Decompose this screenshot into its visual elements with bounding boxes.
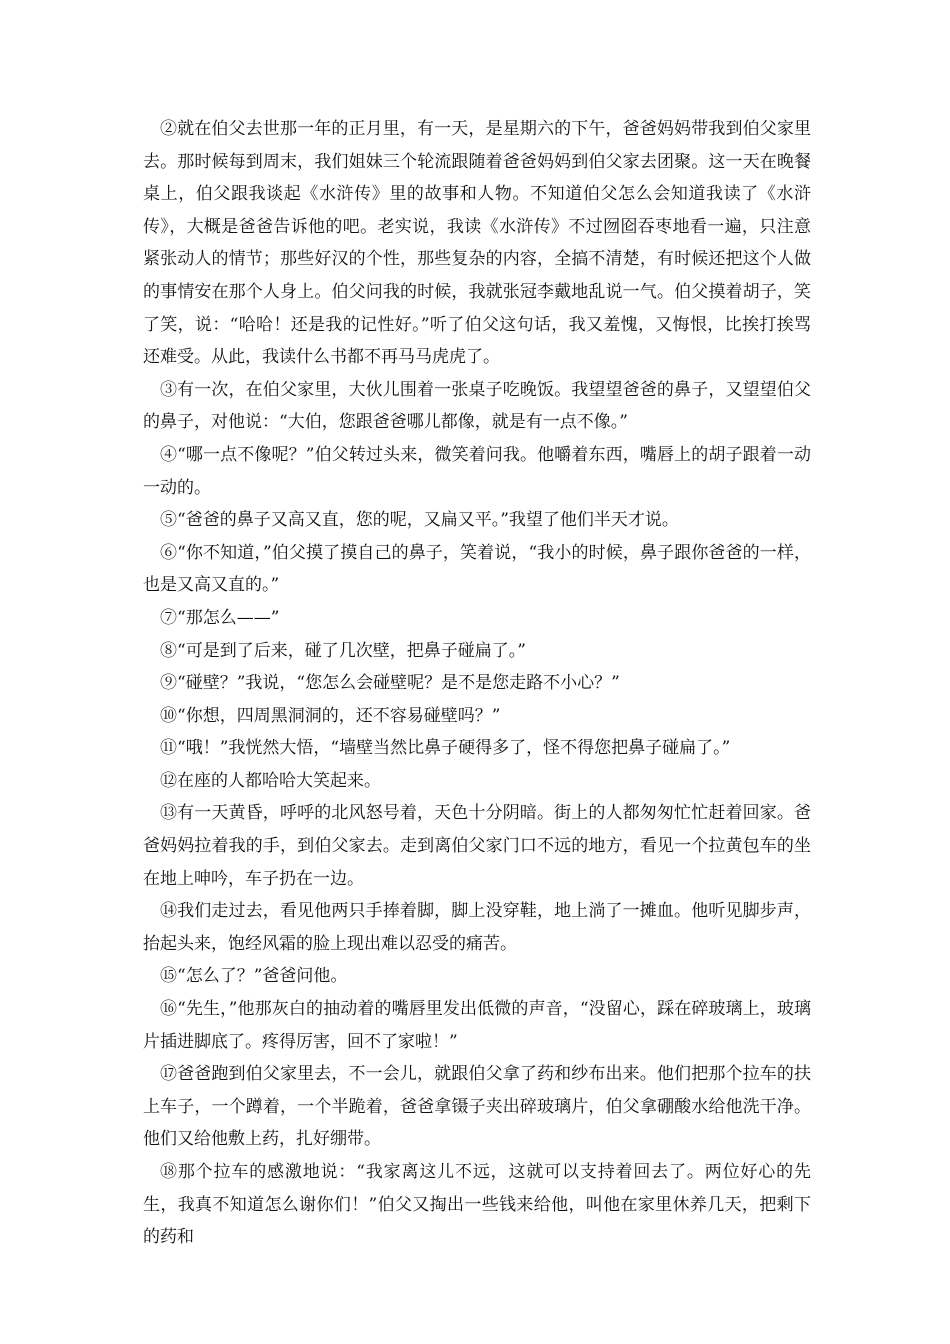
paragraph-4: ④“哪一点不像呢？”伯父转过头来，微笑着问我。他嚼着东西，嘴唇上的胡子跟着一动一动的。 xyxy=(143,444,811,498)
paragraph-16: ⑯“先生，”他那灰白的抽动着的嘴唇里发出低微的声音，“没留心，踩在碎玻璃上，玻璃片插进脚底了。疼得厉害，回不了家啦！” xyxy=(143,999,811,1052)
paragraph-5: ⑤“爸爸的鼻子又高又直，您的呢，又扁又平。”我望了他们半天才说。 xyxy=(160,510,679,531)
paragraph-17: ⑰爸爸跑到伯父家里去，不一会儿，就跟伯父拿了药和纱布出来。他们把那个拉车的扶上车子，一个蹲着，一个半跪着，爸爸拿镊子夹出碎玻璃片，伯父拿硼酸水给他洗干净。他们又给他敷上药，扎好绷带。 xyxy=(143,1064,811,1150)
paragraph-15: ⑮“怎么了？”爸爸问他。 xyxy=(160,966,348,987)
paragraph-11: ⑪“哦！”我恍然大悟，“墙壁当然比鼻子硬得多了，怪不得您把鼻子碰扁了。” xyxy=(160,738,731,759)
paragraph-12: ⑫在座的人都哈哈大笑起来。 xyxy=(160,770,381,791)
paragraph-18: ⑱那个拉车的感激地说：“我家离这儿不远，这就可以支持着回去了。两位好心的先生，我真不知道怎么谢你们！”伯父又掏出一些钱来给他，叫他在家里休养几天，把剩下的药和 xyxy=(143,1162,811,1248)
paragraph-10: ⑩“你想，四周黑洞洞的，还不容易碰壁吗？” xyxy=(160,705,501,726)
paragraph-9: ⑨“碰壁？”我说，“您怎么会碰壁呢？是不是您走路不小心？” xyxy=(160,673,620,694)
paragraph-6: ⑥“你不知道，”伯父摸了摸自己的鼻子，笑着说，“我小的时候，鼻子跟你爸爸的一样，也是又高又直的。” xyxy=(143,542,811,596)
paragraph-8: ⑧“可是到了后来，碰了几次壁，把鼻子碰扁了。” xyxy=(160,640,526,661)
paragraph-3: ③有一次，在伯父家里，大伙儿围着一张桌子吃晚饭。我望望爸爸的鼻子，又望望伯父的鼻子，对他说：“大伯，您跟爸爸哪儿都像，就是有一点不像。” xyxy=(143,379,811,433)
article-body xyxy=(143,113,811,1254)
paragraph-13: ⑬有一天黄昏，呼呼的北风怒号着，天色十分阴暗。街上的人都匆匆忙忙赶着回家。爸爸妈妈拉着我的手，到伯父家去。走到离伯父家门口不远的地方，看见一个拉黄包车的坐在地上呻吟，车子扔在一边。 xyxy=(143,803,811,889)
paragraph-7: ⑦“那怎么——” xyxy=(160,607,280,628)
paragraph-14: ⑭我们走过去，看见他两只手捧着脚，脚上没穿鞋，地上淌了一摊血。他听见脚步声，抬起头来，饱经风霜的脸上现出难以忍受的痛苦。 xyxy=(143,901,811,954)
paragraph-2: ②就在伯父去世那一年的正月里，有一天，是星期六的下午，爸爸妈妈带我到伯父家里去。那时候每到周末，我们姐妹三个轮流跟随着爸爸妈妈到伯父家去团聚。这一天在晚餐桌上，伯父跟我谈起《水浒传》里的故事和人物。不知道伯父怎么会知道我读了《水浒传》，大概是爸爸告诉他的吧。老实说，我读《水浒传》不过囫囵吞枣地看一遍，只注意紧张动人的情节；那些好汉的个性，那些复杂的内容，全搞不清楚，有时候还把这个人做的事情安在那个人身上。伯父问我的时候，我就张冠李戴地乱说一气。伯父摸着胡子，笑了笑，说：“哈哈！还是我的记性好。”听了伯父这句话，我又羞愧，又悔恨，比挨打挨骂还难受。从此，我读什么书都不再马马虎虎了。 xyxy=(143,119,811,368)
